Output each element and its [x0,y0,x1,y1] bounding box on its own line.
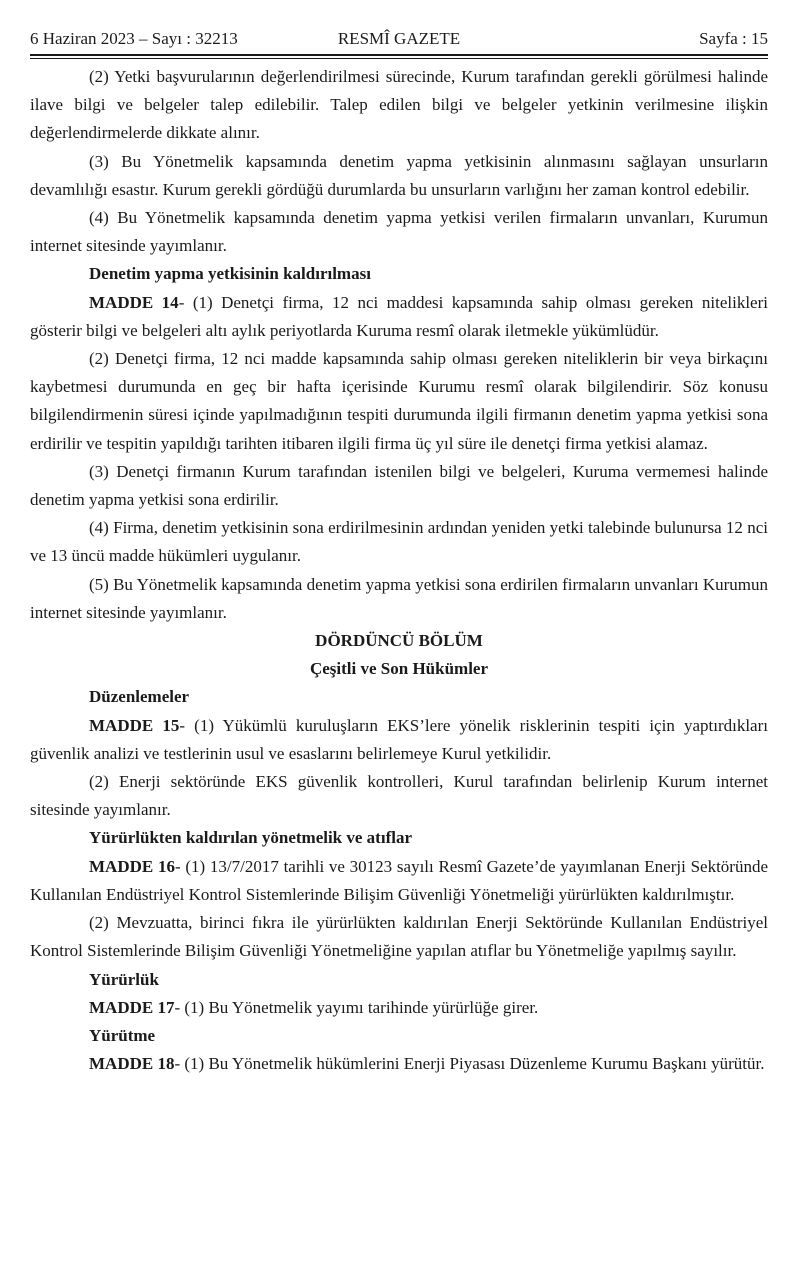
article-text: - (1) Bu Yönetmelik hükümlerini Enerji Piyasası Düzenleme Kurumu Başkanı yürütür. [174,1054,765,1074]
paragraph: (5) Bu Yönetmelik kapsamında denetim yapma yetkisi sona erdirilen firmaların unvanları Kurumun internet sitesinde yayımlanır. [30,574,768,622]
article-text: - (1) Yükümlü kuruluşların EKS’lere yönelik risklerinin tespiti için yaptırdıkları güvenlik analizi ve testlerinin usul ve esaslarını belirlemeye Kurul yetkilidir. [30,715,768,763]
article-heading: Denetim yapma yetkisinin kaldırılması [89,264,371,284]
article-text: - (1) Bu Yönetmelik yayımı tarihinde yürürlüğe girer. [174,997,539,1017]
document-body [30,63,768,1078]
article-label: MADDE 17 [89,997,175,1017]
paragraph: (2) Mevzuatta, birinci fıkra ile yürürlükten kaldırılan Enerji Sektöründe Kullanılan Endüstriyel Kontrol Sistemlerinde Bilişim Güvenliği Yönetmeliğine yapılan atıflar bu Yönetmeliğe yapılmış sayılır. [30,913,768,961]
page-header [30,28,768,50]
paragraph: (2) Yetki başvurularının değerlendirilmesi sürecinde, Kurum tarafından gerekli görülmesi halinde ilave bilgi ve belgeler talep edilebilir. Talep edilen bilgi ve belgeler yetkinin verilmesine ilişkin değerlendirmelerde dikkate alınır. [30,67,768,143]
paragraph: (2) Denetçi firma, 12 nci madde kapsamında sahip olması gereken niteliklerin bir veya birkaçını kaybetmesi durumunda en geç bir hafta içerisinde Kurumu resmî olarak bilgilendirir. Söz konusu bilgilendirmenin süresi içinde yapılmadığının tespiti durumunda ilgili firmanın denetim yapma yetkisi sona erdirilir ve tespitin yapıldığı tarihten itibaren ilgili firma üç yıl süre ile denetçi firma yetkisi alamaz. [30,349,768,453]
article-16 [30,853,768,909]
article-label: MADDE 15 [89,715,180,735]
article-heading: Yürürlükten kaldırılan yönetmelik ve atıflar [89,828,412,848]
article-label: MADDE 18 [89,1054,175,1074]
gazette-title: RESMÎ GAZETE [337,29,461,48]
article-text: - (1) Denetçi firma, 12 nci maddesi kapsamında sahip olması gereken nitelikleri gösterir bilgi ve belgeleri altı aylık periyotlarda Kuruma resmî olarak iletmekle yükümlüdür. [30,292,768,340]
article-label: MADDE 16 [89,856,175,876]
header-rule [30,54,768,59]
article-text: - (1) 13/7/2017 tarihli ve 30123 sayılı Resmî Gazete’de yayımlanan Enerji Sektöründe Kullanılan Endüstriyel Kontrol Sistemlerinde Bilişim Güvenliği Yönetmeliği yürürlükten kaldırılmıştır. [30,856,768,904]
article-14 [30,289,768,345]
article-15 [30,712,768,768]
article-17 [30,994,768,1022]
page-number: Sayfa : 15 [699,29,768,48]
issue-date: 6 Haziran 2023 – Sayı : 32213 [30,29,238,48]
section-heading: DÖRDÜNCÜ BÖLÜM [315,631,483,651]
paragraph: (4) Firma, denetim yetkisinin sona erdirilmesinin ardından yeniden yetki talebinde bulunursa 12 nci ve 13 üncü madde hükümleri uygulanır. [30,518,768,566]
article-heading: Yürürlük [89,969,159,989]
paragraph: (3) Denetçi firmanın Kurum tarafından istenilen bilgi ve belgeleri, Kuruma vermemesi halinde denetim yapma yetkisi sona erdirilir. [30,461,768,510]
article-heading: Düzenlemeler [89,687,190,707]
paragraph: (3) Bu Yönetmelik kapsamında denetim yapma yetkisinin alınmasını sağlayan unsurların devamlılığı esastır. Kurum gerekli gördüğü durumlarda bu unsurların varlığını her zaman kontrol edebilir. [30,151,768,199]
article-18 [30,1050,768,1078]
article-heading: Yürütme [89,1025,156,1045]
section-title: Çeşitli ve Son Hükümler [309,659,489,679]
paragraph: (4) Bu Yönetmelik kapsamında denetim yapma yetkisi verilen firmaların unvanları, Kurumun internet sitesinde yayımlanır. [30,208,768,256]
paragraph: (2) Enerji sektöründe EKS güvenlik kontrolleri, Kurul tarafından belirlenip Kurum internet sitesinde yayımlanır. [30,772,768,820]
article-label: MADDE 14 [89,292,179,312]
